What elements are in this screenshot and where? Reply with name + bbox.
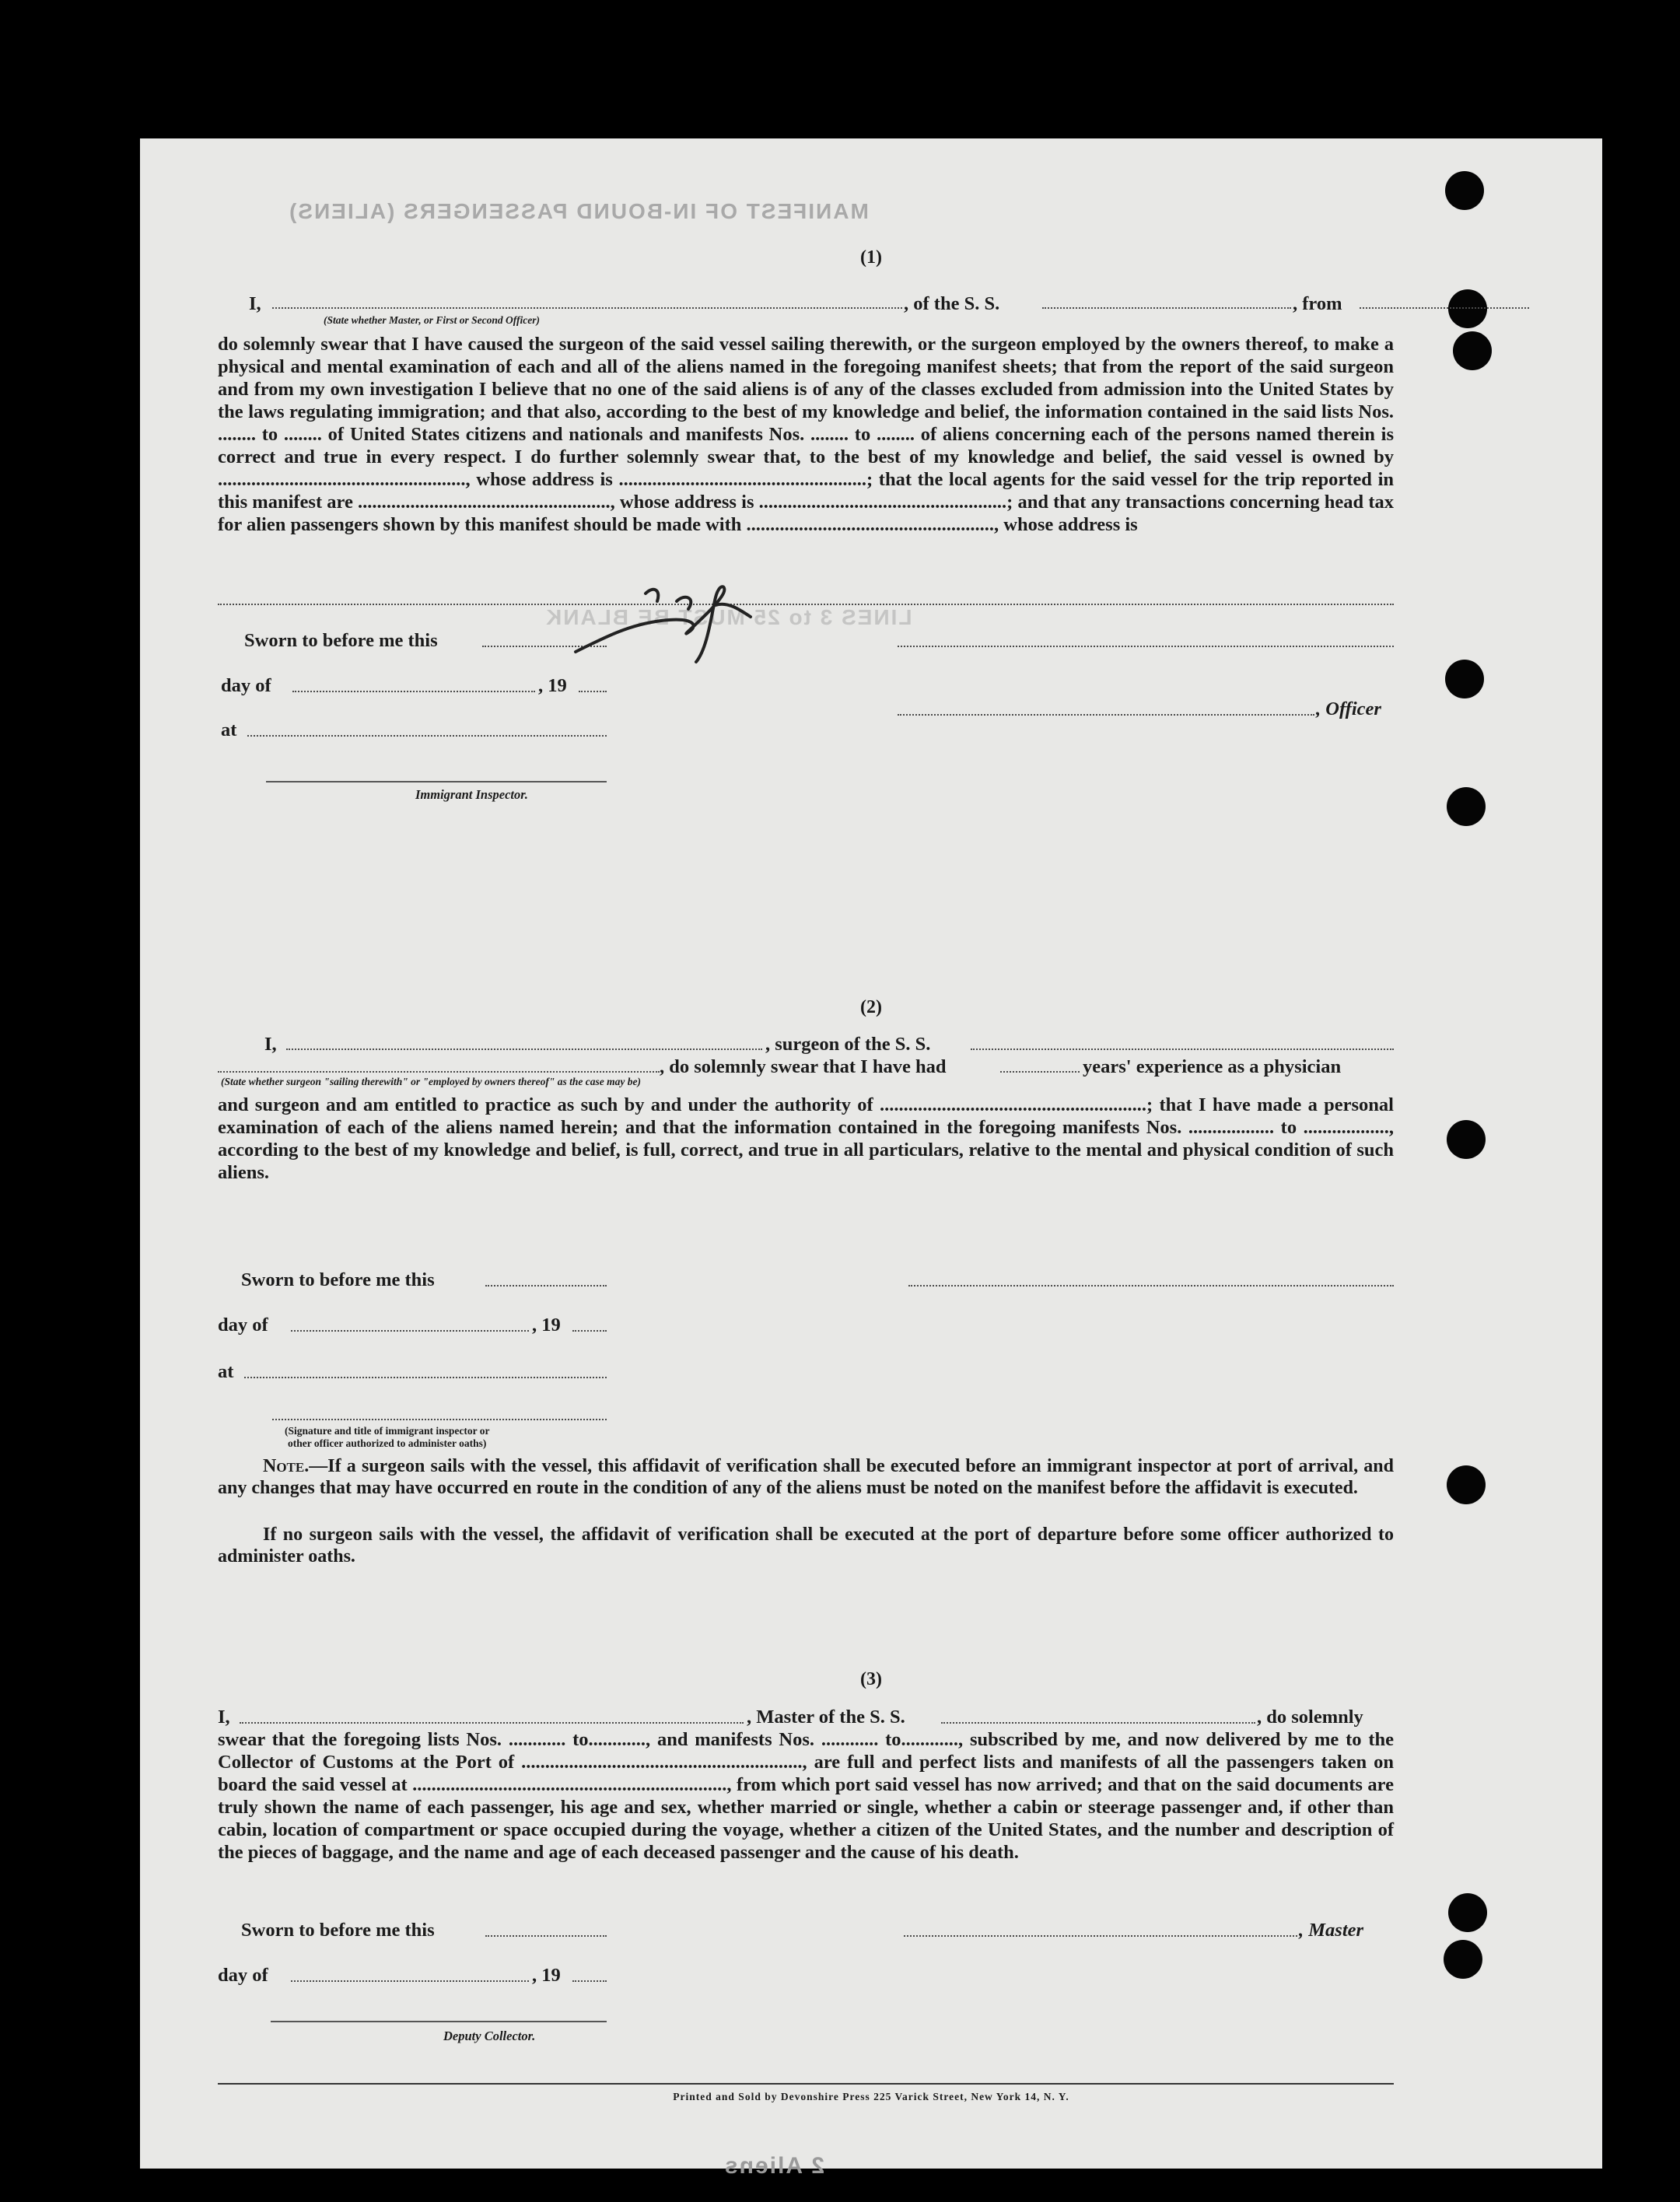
- punch-hole: [1448, 1893, 1487, 1932]
- section-1-from: , from: [1293, 293, 1342, 314]
- section-2-day-of: day of: [218, 1315, 268, 1336]
- note-label: Note.: [263, 1456, 310, 1476]
- section-3-vessel-blank: [941, 1722, 1255, 1724]
- section-2-signature-line: [908, 1285, 1394, 1287]
- section-3-sworn-blank: [485, 1935, 607, 1937]
- section-1-inspector-line: [266, 781, 607, 782]
- section-2-sworn-blank: [485, 1285, 607, 1287]
- section-2-vessel-blank: [971, 1048, 1394, 1050]
- section-2-solemnly: , do solemnly swear that I have had: [660, 1056, 947, 1077]
- form-page: [140, 138, 1602, 2179]
- signature: [560, 562, 762, 671]
- punch-hole: [1444, 1940, 1482, 1979]
- note-text-1: —If a surgeon sails with the vessel, this affidavit of verification shall be executed before an immigrant inspector at port of arrival, and any changes that may have occurred en route in the condition of any of the aliens must be noted on the manifest before the affidavit is executed.: [218, 1456, 1394, 1498]
- punch-hole: [1447, 1120, 1486, 1159]
- section-2-state-note: (State whether surgeon "sailing therewith" or "employed by owners thereof" as the case may be): [221, 1076, 641, 1087]
- section-1-i: I,: [249, 293, 261, 314]
- section-2-day-blank: [291, 1330, 529, 1332]
- punch-hole: [1447, 787, 1486, 826]
- section-2-paragraph: and surgeon and am entitled to practice as such by and under the authority of ........................................................; that I have made a personal examination of each of the aliens named herein; and that the information contained in the foregoing manifests Nos. .................. to .................., according to the best of my knowledge and belief, is full, correct, and true in all particulars, relative to the mental and physical condition of such aliens.: [218, 1094, 1394, 1183]
- section-3-day-of: day of: [218, 1965, 268, 1986]
- section-2-years: years' experience as a physician: [1083, 1056, 1342, 1077]
- section-1-of-ss: , of the S. S.: [904, 293, 1000, 314]
- section-3-sworn: Sworn to before me this: [241, 1920, 435, 1941]
- section-3-master-of: , Master of the S. S.: [747, 1707, 905, 1728]
- section-1-year-blank: [579, 691, 607, 692]
- section-1-at-blank: [247, 735, 607, 737]
- section-3-collector-line: [271, 2021, 607, 2022]
- bleed-through-lines-note: LINES 3 to 25 MUST BE BLANK: [544, 605, 912, 629]
- section-3-year-blank: [572, 1980, 607, 1982]
- section-2-surgeon-name-blank: [286, 1048, 762, 1050]
- punch-hole: [1447, 1465, 1486, 1504]
- section-2-year: , 19: [532, 1315, 561, 1336]
- section-1-signature-line: [898, 646, 1394, 647]
- section-1-at: at: [221, 719, 237, 740]
- bleed-through-back-label: 2 Aliens: [723, 2153, 824, 2179]
- section-2-years-blank: [1000, 1071, 1080, 1073]
- section-2-inspector-line: [272, 1419, 607, 1420]
- section-1-officer-name-blank: [272, 307, 902, 309]
- section-1-sworn: Sworn to before me this: [244, 630, 438, 651]
- section-1-inspector-caption: Immigrant Inspector.: [415, 787, 528, 802]
- section-1-officer: , Officer: [1316, 698, 1381, 719]
- section-2-at-blank: [244, 1377, 607, 1378]
- note-paragraph-1: [218, 1455, 1394, 1499]
- section-3-year: , 19: [532, 1965, 561, 1986]
- punch-hole: [1445, 171, 1484, 210]
- section-3-number: (3): [860, 1669, 882, 1689]
- section-1-number: (1): [860, 247, 882, 268]
- section-3-master-name-blank: [240, 1722, 744, 1724]
- section-1-vessel-blank: [1042, 307, 1291, 309]
- section-1-state-note: (State whether Master, or First or Second Officer): [324, 314, 541, 326]
- section-2-sworn: Sworn to before me this: [241, 1269, 435, 1290]
- section-2-signature-caption-2: other officer authorized to administer oaths): [288, 1437, 487, 1449]
- section-2-year-blank: [572, 1330, 607, 1332]
- section-3-master: , Master: [1299, 1920, 1364, 1941]
- section-3-paragraph: swear that the foregoing lists Nos. ............ to............, and manifests Nos. ............ to............, subscribed by me, and now delivered by me to the Collector of Customs at the Port of ..........................................................., are full and perfect lists and manifests of all the passengers taken on board the said vessel at .................................................................., from which port said vessel has now arrived; and that on the said documents are truly shown the name of each passenger, his age and sex, whether married or single, whether a cabin or steerage passenger and, if other than cabin, location of compartment or space occupied during the voyage, whether a citizen of the United States, and the number and description of the pieces of baggage, and the name and age of each deceased passenger and the cause of his death.: [218, 1729, 1394, 1863]
- section-1-day-of: day of: [221, 675, 271, 696]
- section-1-from-blank: [1360, 307, 1529, 309]
- section-2-surgeon-of: , surgeon of the S. S.: [765, 1034, 931, 1055]
- section-2-capacity-blank: [218, 1071, 660, 1073]
- bleed-through-title: MANIFEST OF IN-BOUND PASSENGERS (ALIENS): [288, 199, 869, 223]
- section-3-master-sign-line: [904, 1935, 1297, 1937]
- section-1-paragraph: do solemnly swear that I have caused the surgeon of the said vessel sailing therewith, or the surgeon employed by the owners thereof, to make a physical and mental examination of each and all of the aliens named in the foregoing manifest sheets; that from the report of the said surgeon and from my own investigation I believe that no one of the said aliens is of any of the classes excluded from admission into the United States by the laws regulating immigration; and that also, according to the best of my knowledge and belief, the information contained in the said lists Nos. ........ to ........ of United States citizens and nationals and manifests Nos. ........ to ........ of aliens concerning each of the persons named therein is correct and true in every respect. I do further solemnly swear that, to the best of my knowledge and belief, the said vessel is owned by ...................................................., whose address is ....................................................; that the local agents for the said vessel for the trip reported in this manifest are ....................................................., whose address is ....................................................; and that any transactions concerning head tax for alien passengers shown by this manifest should be made with ...................................................., whose address is: [218, 334, 1394, 535]
- section-2-at: at: [218, 1361, 234, 1382]
- punch-hole: [1453, 331, 1492, 370]
- section-3-day-blank: [291, 1980, 529, 1982]
- section-1-final-address-blank: [218, 604, 1394, 605]
- section-1-day-blank: [292, 691, 535, 692]
- section-3-i: I,: [218, 1707, 230, 1728]
- section-3-do-solemnly: , do solemnly: [1257, 1707, 1363, 1728]
- section-3-collector-caption: Deputy Collector.: [443, 2029, 536, 2043]
- note-paragraph-2: If no surgeon sails with the vessel, the affidavit of verification shall be executed at the port of departure before some officer authorized to administer oaths.: [218, 1525, 1394, 1567]
- section-2-signature-caption-1: (Signature and title of immigrant inspector or: [285, 1425, 490, 1437]
- section-1-officer-line: [898, 714, 1314, 716]
- section-2-number: (2): [860, 997, 882, 1017]
- punch-hole: [1445, 660, 1484, 698]
- section-2-i: I,: [264, 1034, 277, 1055]
- bottom-rule: [218, 2083, 1394, 2085]
- printer-credit: Printed and Sold by Devonshire Press 225 Varick Street, New York 14, N. Y.: [673, 2091, 1069, 2102]
- punch-hole: [1448, 289, 1487, 328]
- section-1-year: , 19: [538, 675, 567, 696]
